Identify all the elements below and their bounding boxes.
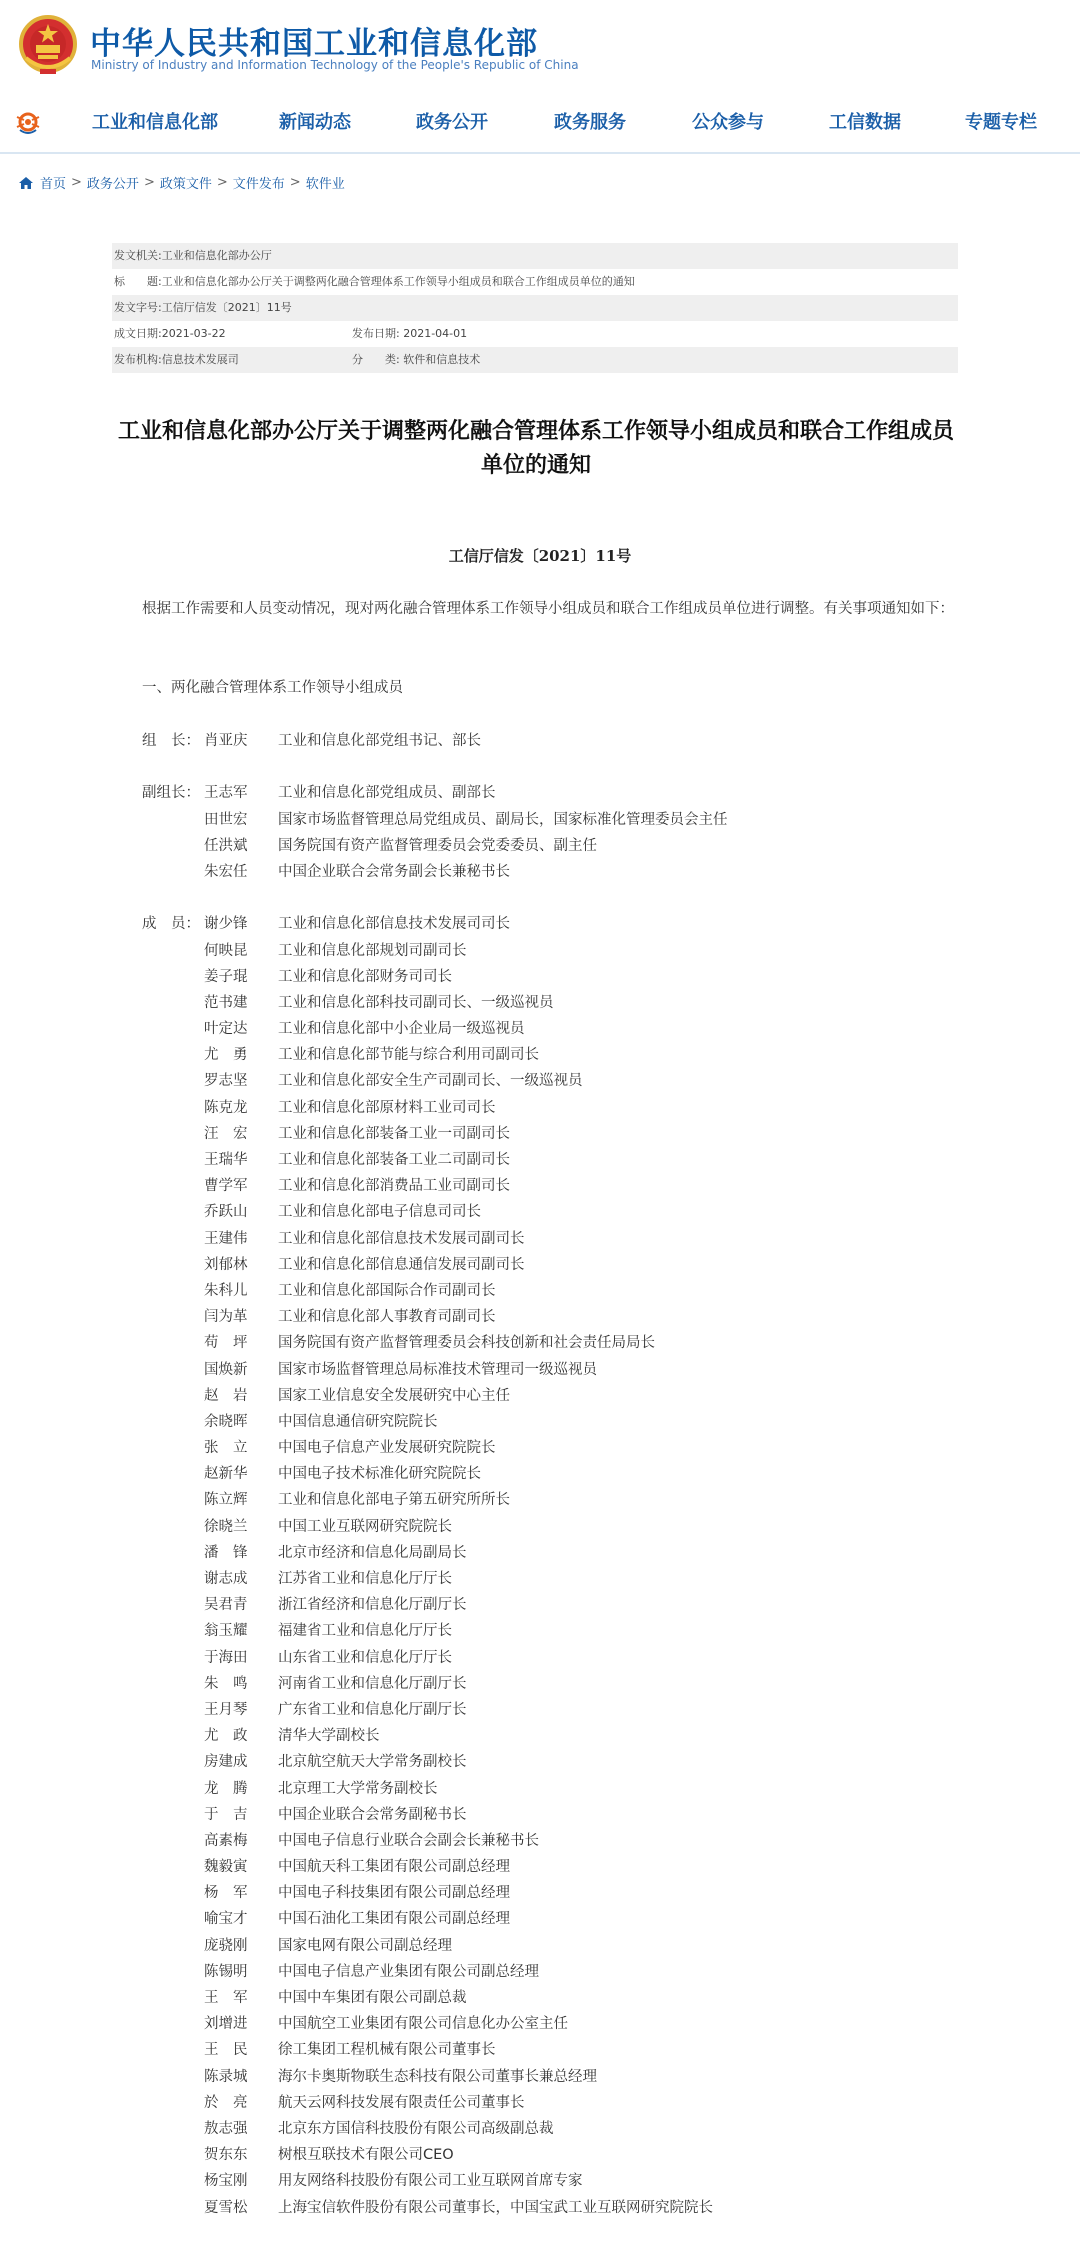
roster-row <box>142 1095 962 1121</box>
roster-position: 工业和信息化部国际合作司副司长 <box>278 1282 496 1299</box>
meta-category: 软件和信息技术 <box>403 353 481 366</box>
roster-position: 国家市场监督管理总局党组成员、副局长，国家标准化管理委员会主任 <box>278 811 728 828</box>
roster-row <box>142 859 962 885</box>
roster-name: 王志军 <box>204 785 248 802</box>
roster-row <box>142 1068 962 1094</box>
roster-row <box>142 1697 962 1723</box>
roster-role: 成 员： <box>142 916 200 933</box>
site-header <box>0 0 1080 90</box>
roster-row <box>142 1304 962 1330</box>
roster-row <box>142 1461 962 1487</box>
roster-name: 国焕新 <box>204 1361 248 1378</box>
meta-row-org <box>112 347 958 373</box>
roster-role: 副组长： <box>142 785 200 802</box>
roster-name: 王建伟 <box>204 1230 248 1247</box>
roster-name: 朱宏任 <box>204 863 248 880</box>
roster-row <box>142 1566 962 1592</box>
breadcrumb-separator: > <box>71 175 82 190</box>
nav-item-data[interactable]: 工信数据 <box>829 112 901 133</box>
roster-row <box>142 911 962 937</box>
meta-row-docno <box>112 295 958 321</box>
roster-name: 朱 鸣 <box>204 1675 248 1692</box>
roster-row <box>142 728 962 754</box>
roster-name: 范书建 <box>204 994 248 1011</box>
roster-position: 江苏省工业和信息化厅厅长 <box>278 1571 452 1587</box>
roster-name: 陈克龙 <box>204 1099 248 1116</box>
roster-name: 肖亚庆 <box>204 733 248 749</box>
meta-label: 发文字号: <box>114 301 162 314</box>
roster-position: 工业和信息化部财务司司长 <box>278 968 452 985</box>
roster-row <box>142 1618 962 1644</box>
roster-row <box>142 780 962 806</box>
roster-row <box>142 1749 962 1775</box>
roster-row <box>142 1723 962 1749</box>
main-nav <box>0 96 1080 146</box>
meta-row-issuer <box>112 243 958 269</box>
roster-position: 浙江省经济和信息化厅副厅长 <box>278 1597 467 1614</box>
roster-name: 朱科儿 <box>204 1282 248 1299</box>
roster-name: 陈立辉 <box>204 1492 248 1509</box>
roster-position: 工业和信息化部原材料工业司司长 <box>278 1099 496 1116</box>
roster-position: 工业和信息化部安全生产司副司长、一级巡视员 <box>278 1073 583 1090</box>
meta-written-date: 2021-03-22 <box>161 327 226 340</box>
roster-position: 中国工业互联网研究院院长 <box>278 1518 452 1535</box>
meta-label: 发布机构: <box>114 353 162 366</box>
meta-label: 成文日期: <box>114 327 162 340</box>
roster-position: 工业和信息化部装备工业一司副司长 <box>278 1125 510 1142</box>
breadcrumb-home[interactable]: 首页 <box>40 177 67 192</box>
roster-name: 高素梅 <box>204 1832 248 1849</box>
roster-position: 中国电子技术标准化研究院院长 <box>278 1466 481 1483</box>
roster-row <box>142 1383 962 1409</box>
roster-row <box>142 1828 962 1854</box>
nav-item-government-affairs[interactable]: 政务公开 <box>416 112 488 133</box>
roster-name: 房建成 <box>204 1754 248 1771</box>
meta-row-dates <box>112 321 958 347</box>
roster-row <box>142 1042 962 1068</box>
roster-row <box>142 1540 962 1566</box>
roster-row <box>142 1802 962 1828</box>
roster-position: 树根互联技术有限公司CEO <box>278 2147 454 2164</box>
document-number: 工信厅信发〔2021〕11号 <box>448 547 632 565</box>
roster-position: 工业和信息化部装备工业二司副司长 <box>278 1152 510 1168</box>
roster-position: 海尔卡奥斯物联生态科技有限公司董事长兼总经理 <box>278 2068 597 2085</box>
roster-name: 苟 坪 <box>204 1335 248 1352</box>
roster-row <box>142 1409 962 1435</box>
meta-published-date: 2021-04-01 <box>403 327 468 340</box>
roster-position: 中国电子信息行业联合会副会长兼秘书长 <box>278 1832 539 1849</box>
roster-name: 王瑞华 <box>204 1152 248 1168</box>
roster-position: 用友网络科技股份有限公司工业互联网首席专家 <box>278 2173 583 2190</box>
roster-position: 中国航天科工集团有限公司副总经理 <box>278 1859 510 1876</box>
roster-name: 刘郁林 <box>204 1256 248 1273</box>
roster-position: 工业和信息化部电子第五研究所所长 <box>278 1492 510 1509</box>
roster-name: 杨宝刚 <box>204 2173 248 2190</box>
breadcrumb-separator: > <box>143 175 155 190</box>
breadcrumb-policy-docs[interactable]: 政策文件 <box>159 177 212 192</box>
roster-name: 闫为革 <box>204 1309 248 1326</box>
roster-position: 中国信息通信研究院院长 <box>278 1413 438 1430</box>
roster-row <box>142 1776 962 1802</box>
nav-item-ministry[interactable]: 工业和信息化部 <box>92 112 218 133</box>
roster-position: 河南省工业和信息化厅副厅长 <box>278 1675 467 1692</box>
roster-position: 北京市经济和信息化局副局长 <box>278 1544 467 1561</box>
roster-row <box>142 1906 962 1932</box>
document-title: 工业和信息化部办公厅关于调整两化融合管理体系工作领导小组成员和联合工作组成员单位的通知 <box>117 419 954 478</box>
roster-name: 谢志成 <box>204 1571 248 1587</box>
roster-name: 潘 锋 <box>204 1544 248 1561</box>
roster-position: 北京航空航天大学常务副校长 <box>278 1754 467 1771</box>
roster-name: 杨 军 <box>204 1885 248 1902</box>
roster-position: 广东省工业和信息化厅副厅长 <box>278 1701 467 1718</box>
roster-position: 工业和信息化部节能与综合利用司副司长 <box>278 1047 539 1064</box>
roster-row <box>142 1199 962 1225</box>
roster-name: 于 吉 <box>204 1806 248 1823</box>
roster-name: 乔跃山 <box>204 1204 248 1221</box>
roster-row <box>142 1252 962 1278</box>
roster-position: 中国石油化工集团有限公司副总经理 <box>278 1911 510 1928</box>
roster-row <box>142 1514 962 1540</box>
nav-item-government-services[interactable]: 政务服务 <box>554 112 626 133</box>
meta-row-title <box>112 269 958 295</box>
roster-position: 中国航空工业集团有限公司信息化办公室主任 <box>278 2016 568 2033</box>
roster-row <box>142 1933 962 1959</box>
roster-row <box>142 2142 962 2168</box>
document-meta-table <box>112 243 958 373</box>
roster-position: 工业和信息化部人事教育司副司长 <box>278 1309 496 1326</box>
roster-row <box>142 1854 962 1880</box>
roster-name: 敖志强 <box>204 2120 248 2137</box>
roster-name: 吴君青 <box>204 1597 248 1614</box>
roster-position: 国务院国有资产监督管理委员会党委委员、副主任 <box>278 837 597 854</box>
site-subtitle: Ministry of Industry and Information Technology of the People's Republic of China <box>91 58 579 72</box>
roster-name: 魏毅寅 <box>204 1859 248 1876</box>
roster-position: 山东省工业和信息化厅厅长 <box>278 1649 452 1666</box>
breadcrumb-separator: > <box>289 175 301 190</box>
roster-name: 于海田 <box>204 1649 248 1666</box>
roster-name: 尤 政 <box>204 1728 248 1745</box>
roster-position: 中国企业联合会常务副会长兼秘书长 <box>278 863 510 880</box>
meta-docno: 工信厅信发〔2021〕11号 <box>161 301 292 314</box>
roster-row <box>142 1487 962 1513</box>
roster-position: 徐工集团工程机械有限公司董事长 <box>278 2042 496 2059</box>
roster-position: 福建省工业和信息化厅厅长 <box>278 1623 452 1640</box>
roster-position: 工业和信息化部电子信息司司长 <box>278 1204 481 1221</box>
roster-name: 夏雪松 <box>204 2199 248 2216</box>
roster-row <box>142 2116 962 2142</box>
roster-position: 国务院国有资产监督管理委员会科技创新和社会责任局局长 <box>278 1335 655 1352</box>
roster-name: 王月琴 <box>204 1701 248 1718</box>
home-icon[interactable] <box>18 176 34 190</box>
roster-name: 翁玉耀 <box>204 1623 248 1640</box>
roster-position: 工业和信息化部科技司副司长、一级巡视员 <box>278 994 554 1011</box>
roster-name: 於 亮 <box>204 2094 248 2111</box>
roster-position: 国家市场监督管理总局标准技术管理司一级巡视员 <box>278 1361 597 1378</box>
roster-row <box>142 1985 962 2011</box>
breadcrumb-file-release[interactable]: 文件发布 <box>232 177 285 192</box>
site-title[interactable]: 中华人民共和国工业和信息化部 <box>90 26 538 62</box>
roster-row <box>142 807 962 833</box>
roster-name: 田世宏 <box>204 811 248 828</box>
roster-row <box>142 1880 962 1906</box>
roster-name: 徐晓兰 <box>204 1518 248 1535</box>
roster-name: 陈锡明 <box>204 1963 248 1980</box>
roster-row <box>142 2037 962 2063</box>
roster-row <box>142 1357 962 1383</box>
roster-name: 喻宝才 <box>204 1911 248 1928</box>
document-intro: 根据工作需要和人员变动情况，现对两化融合管理体系工作领导小组成员和联合工作组成员单位进行调整。有关事项通知如下： <box>142 601 954 617</box>
roster-name: 张 立 <box>204 1440 248 1457</box>
roster-name: 赵 岩 <box>204 1387 248 1404</box>
roster-position: 上海宝信软件股份有限公司董事长，中国宝武工业互联网研究院院长 <box>278 2199 713 2216</box>
roster-row <box>142 2168 962 2194</box>
roster-position: 北京理工大学常务副校长 <box>278 1780 438 1797</box>
deputy-list <box>142 780 962 885</box>
roster-row <box>142 1592 962 1618</box>
meta-label: 发文机关: <box>114 249 162 262</box>
roster-name: 姜子琨 <box>204 968 248 985</box>
roster-row <box>142 2195 962 2221</box>
roster-row <box>142 1330 962 1356</box>
roster-row <box>142 2090 962 2116</box>
roster-position: 中国企业联合会常务副秘书长 <box>278 1806 467 1823</box>
meta-label: 发布日期: <box>352 327 400 340</box>
roster-name: 叶定达 <box>204 1021 248 1038</box>
nav-item-special-topics[interactable]: 专题专栏 <box>965 112 1037 133</box>
roster-row <box>142 1435 962 1461</box>
roster-position: 航天云网科技发展有限责任公司董事长 <box>278 2094 525 2111</box>
roster-position: 国家工业信息安全发展研究中心主任 <box>278 1387 510 1404</box>
roster-position: 工业和信息化部中小企业局一级巡视员 <box>278 1021 525 1038</box>
roster-row <box>142 833 962 859</box>
roster-position: 工业和信息化部信息技术发展司副司长 <box>278 1230 525 1247</box>
roster-name: 庞骁刚 <box>204 1937 248 1954</box>
breadcrumb-software[interactable]: 软件业 <box>305 177 345 192</box>
roster-row <box>142 1278 962 1304</box>
roster-position: 工业和信息化部信息技术发展司司长 <box>278 916 510 933</box>
roster-row <box>142 1671 962 1697</box>
roster-name: 罗志坚 <box>204 1073 248 1090</box>
roster-position: 中国电子科技集团有限公司副总经理 <box>278 1885 510 1902</box>
roster-position: 工业和信息化部党组成员、副部长 <box>278 785 496 802</box>
roster-position: 工业和信息化部信息通信发展司副司长 <box>278 1256 525 1273</box>
meta-label: 标 题: <box>114 275 162 288</box>
roster-name: 尤 勇 <box>204 1047 248 1064</box>
roster-position: 工业和信息化部规划司副司长 <box>278 942 467 959</box>
national-emblem-icon[interactable] <box>18 14 78 76</box>
roster-row <box>142 1121 962 1147</box>
section-heading: 一、两化融合管理体系工作领导小组成员 <box>142 680 403 696</box>
leader-list <box>142 728 962 754</box>
roster-position: 工业和信息化部党组书记、部长 <box>278 733 481 749</box>
roster-position: 中国电子信息产业发展研究院院长 <box>278 1440 496 1457</box>
roster-name: 何映昆 <box>204 942 248 959</box>
roster-row <box>142 1959 962 1985</box>
roster-name: 陈录城 <box>204 2068 248 2085</box>
roster-row <box>142 1147 962 1173</box>
roster-name: 余晓晖 <box>204 1413 248 1430</box>
roster-position: 工业和信息化部消费品工业司副司长 <box>278 1178 510 1195</box>
breadcrumb <box>18 173 345 192</box>
roster-name: 任洪斌 <box>204 837 248 854</box>
breadcrumb-gov-affairs[interactable]: 政务公开 <box>86 177 139 192</box>
miit-logo-icon[interactable] <box>14 108 42 136</box>
roster-name: 刘增进 <box>204 2016 248 2033</box>
roster-row <box>142 2011 962 2037</box>
roster-name: 龙 腾 <box>204 1780 248 1797</box>
leadership-roster <box>142 728 962 2221</box>
breadcrumb-separator: > <box>216 175 228 190</box>
roster-row <box>142 1645 962 1671</box>
member-list <box>142 911 962 2220</box>
roster-row <box>142 938 962 964</box>
meta-org: 信息技术发展司 <box>161 353 239 366</box>
roster-name: 贺东东 <box>204 2147 248 2164</box>
nav-item-public-participation[interactable]: 公众参与 <box>692 112 764 133</box>
roster-row <box>142 1226 962 1252</box>
roster-row <box>142 964 962 990</box>
roster-position: 国家电网有限公司副总经理 <box>278 1937 452 1954</box>
meta-label: 分 类: <box>352 353 400 366</box>
roster-name: 曹学军 <box>204 1178 248 1195</box>
roster-position: 中国电子信息产业集团有限公司副总经理 <box>278 1963 539 1980</box>
roster-name: 王 军 <box>204 1990 248 2006</box>
meta-title: 工业和信息化部办公厅关于调整两化融合管理体系工作领导小组成员和联合工作组成员单位的通知 <box>161 275 635 288</box>
roster-name: 赵新华 <box>204 1466 248 1483</box>
roster-position: 清华大学副校长 <box>278 1728 380 1745</box>
roster-position: 北京东方国信科技股份有限公司高级副总裁 <box>278 2120 554 2137</box>
roster-row <box>142 990 962 1016</box>
roster-position: 中国中车集团有限公司副总裁 <box>278 1990 467 2006</box>
roster-name: 汪 宏 <box>204 1125 248 1142</box>
roster-name: 王 民 <box>204 2042 248 2059</box>
meta-issuer: 工业和信息化部办公厅 <box>161 249 272 262</box>
roster-row <box>142 2064 962 2090</box>
nav-item-news[interactable]: 新闻动态 <box>279 112 351 133</box>
roster-row <box>142 1016 962 1042</box>
nav-divider <box>0 152 1080 154</box>
roster-row <box>142 1173 962 1199</box>
roster-name: 谢少锋 <box>204 916 248 933</box>
roster-role: 组 长： <box>142 733 200 749</box>
